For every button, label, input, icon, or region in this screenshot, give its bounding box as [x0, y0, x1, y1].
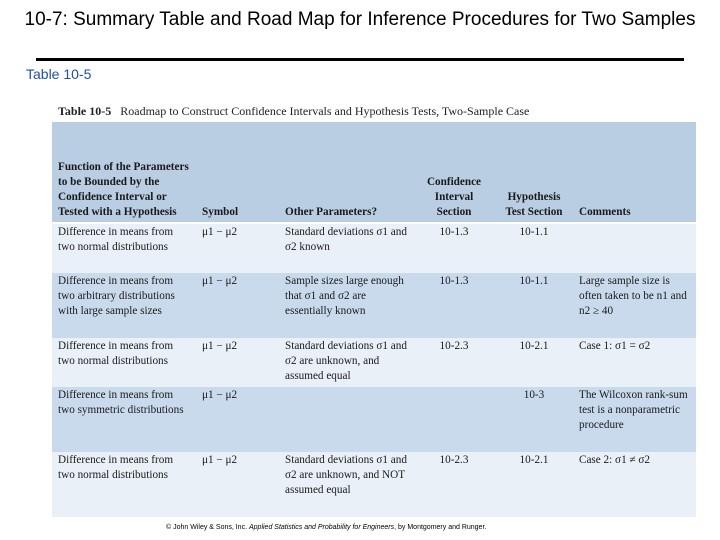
footer-prefix: © John Wiley & Sons, Inc.: [166, 524, 248, 531]
cell-ci-section: 10-2.3: [413, 452, 493, 517]
cell-comments: Case 1: σ1 = σ2: [573, 338, 696, 387]
cell-test-section: 10-1.1: [493, 273, 573, 338]
table-caption-number: Table 10-5: [58, 104, 112, 118]
cell-comments: [573, 223, 696, 273]
cell-symbol: μ1 − μ2: [196, 223, 279, 273]
copyright-footer: [166, 524, 486, 531]
cell-function: Difference in means from two normal distributions: [52, 338, 196, 387]
table-row: [52, 338, 696, 387]
table-row: [52, 452, 696, 517]
slide-subtitle: Table 10-5: [26, 66, 92, 82]
header-symbol: Symbol: [196, 122, 279, 223]
table-row: [52, 223, 696, 273]
cell-test-section: 10-3: [493, 387, 573, 452]
table-row: [52, 273, 696, 338]
table-caption-text: Roadmap to Construct Confidence Intervals and Hypothesis Tests, Two-Sample Case: [120, 104, 530, 118]
roadmap-table-container: [52, 122, 696, 518]
header-function: Function of the Parameters to be Bounded by the Confidence Interval or Tested with a Hypothesis: [52, 122, 196, 223]
cell-symbol: μ1 − μ2: [196, 452, 279, 517]
cell-comments: Large sample size is often taken to be n1 and n2 ≥ 40: [573, 273, 696, 338]
cell-function: Difference in means from two symmetric distributions: [52, 387, 196, 452]
cell-other-parameters: [279, 387, 413, 452]
cell-function: Difference in means from two normal distributions: [52, 452, 196, 517]
table-header-row: [52, 122, 696, 223]
roadmap-table: [52, 122, 696, 517]
cell-test-section: 10-2.1: [493, 338, 573, 387]
slide-title: 10-7: Summary Table and Road Map for Inference Procedures for Two Samples: [24, 9, 696, 30]
cell-other-parameters: Sample sizes large enough that σ1 and σ2 are essentially known: [279, 273, 413, 338]
header-comments: Comments: [573, 122, 696, 223]
header-other-parameters: Other Parameters?: [279, 122, 413, 223]
cell-ci-section: 10-1.3: [413, 273, 493, 338]
cell-symbol: μ1 − μ2: [196, 273, 279, 338]
cell-symbol: μ1 − μ2: [196, 338, 279, 387]
cell-symbol: μ1 − μ2: [196, 387, 279, 452]
cell-test-section: 10-2.1: [493, 452, 573, 517]
title-divider: [36, 58, 684, 61]
cell-test-section: 10-1.1: [493, 223, 573, 273]
table-caption: [58, 104, 698, 119]
cell-other-parameters: Standard deviations σ1 and σ2 known: [279, 223, 413, 273]
cell-other-parameters: Standard deviations σ1 and σ2 are unknown, and assumed equal: [279, 338, 413, 387]
footer-suffix: , by Montgomery and Runger.: [394, 524, 487, 531]
header-ci-section: Confidence Interval Section: [413, 122, 493, 223]
cell-comments: Case 2: σ1 ≠ σ2: [573, 452, 696, 517]
cell-function: Difference in means from two arbitrary distributions with large sample sizes: [52, 273, 196, 338]
table-row: [52, 387, 696, 452]
cell-ci-section: 10-2.3: [413, 338, 493, 387]
footer-book-title: Applied Statistics and Probability for Engineers: [248, 524, 395, 531]
cell-comments: The Wilcoxon rank-sum test is a nonparametric procedure: [573, 387, 696, 452]
cell-ci-section: [413, 387, 493, 452]
cell-function: Difference in means from two normal distributions: [52, 223, 196, 273]
cell-other-parameters: Standard deviations σ1 and σ2 are unknown, and NOT assumed equal: [279, 452, 413, 517]
cell-ci-section: 10-1.3: [413, 223, 493, 273]
header-test-section: Hypothesis Test Section: [493, 122, 573, 223]
